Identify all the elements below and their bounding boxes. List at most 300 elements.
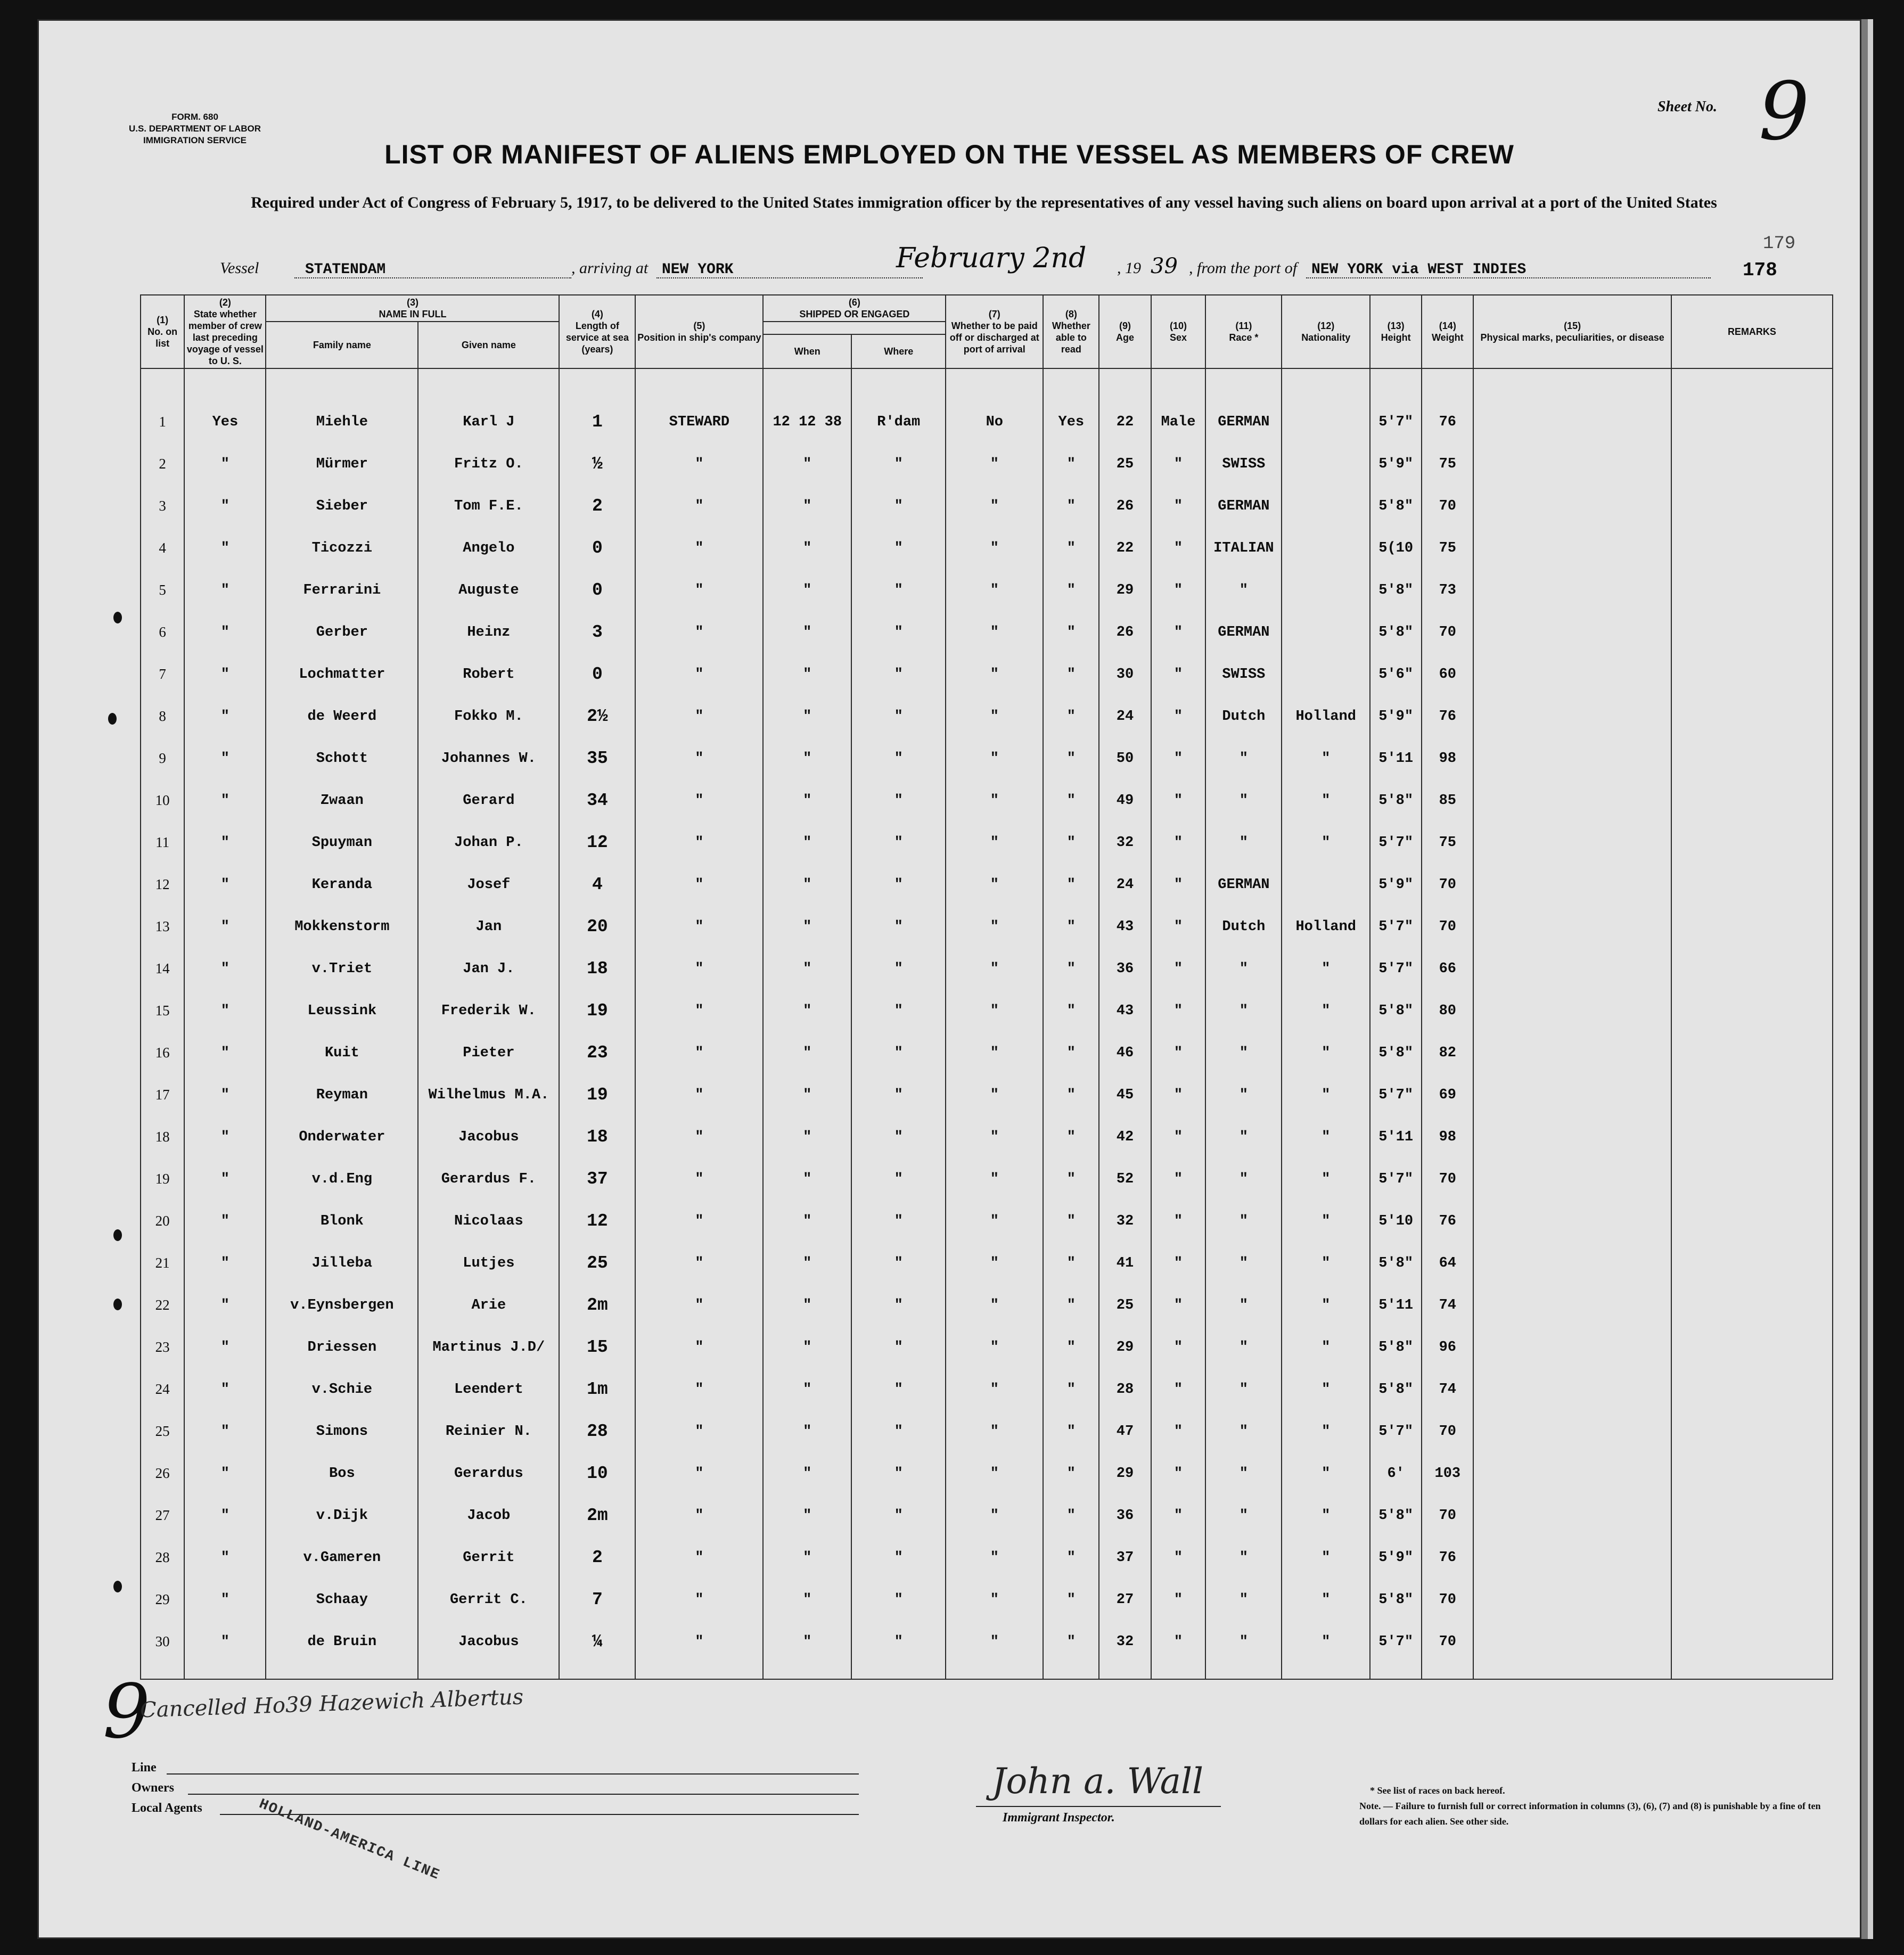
shipped-when: " xyxy=(763,1284,851,1326)
race-cell: " xyxy=(1205,1200,1282,1242)
length-of-service: 19 xyxy=(559,1074,635,1116)
member-cell: " xyxy=(184,1452,266,1494)
crew-row xyxy=(141,779,1833,822)
member-cell: " xyxy=(184,1494,266,1537)
shipped-where: " xyxy=(851,485,946,527)
able-to-read: " xyxy=(1043,906,1099,948)
col-read-header: (8) Whether able to read xyxy=(1043,295,1099,368)
paid-off-cell: " xyxy=(946,1368,1043,1410)
member-cell: " xyxy=(184,1368,266,1410)
family-name: v.Triet xyxy=(266,948,418,990)
member-cell: " xyxy=(184,822,266,864)
remarks-cell xyxy=(1671,1579,1833,1621)
col-member-header: (2) State whether member of crew last preceding voyage of vessel to U. S. xyxy=(184,295,266,368)
position-cell: " xyxy=(635,527,763,569)
shipped-where: " xyxy=(851,1158,946,1200)
age-cell: 36 xyxy=(1099,948,1151,990)
nationality-cell: " xyxy=(1282,1200,1370,1242)
remarks-cell xyxy=(1671,822,1833,864)
age-cell: 24 xyxy=(1099,695,1151,737)
physical-marks-cell xyxy=(1473,990,1671,1032)
col-race-header: (11) Race * xyxy=(1205,295,1282,368)
sex-cell: " xyxy=(1151,864,1206,906)
member-cell: " xyxy=(184,779,266,822)
race-cell: Dutch xyxy=(1205,906,1282,948)
paid-off-cell: " xyxy=(946,1579,1043,1621)
weight-cell: 76 xyxy=(1422,695,1473,737)
weight-cell: 70 xyxy=(1422,906,1473,948)
shipped-where: " xyxy=(851,1284,946,1326)
member-cell: " xyxy=(184,653,266,695)
given-name: Gerardus F. xyxy=(418,1158,559,1200)
position-cell: " xyxy=(635,1074,763,1116)
race-cell: SWISS xyxy=(1205,653,1282,695)
able-to-read: " xyxy=(1043,485,1099,527)
fine-note: Note. — Failure to furnish full or correct information in columns (3), (6), (7) and (8) is punishable by a fine of ten dollars for each alien. See other side. xyxy=(1359,1801,1821,1827)
crew-row xyxy=(141,1452,1833,1494)
punch-hole xyxy=(113,1581,122,1592)
age-cell: 22 xyxy=(1099,527,1151,569)
position-cell: " xyxy=(635,443,763,485)
row-number: 19 xyxy=(141,1158,184,1200)
nationality-cell: " xyxy=(1282,1621,1370,1663)
race-cell: GERMAN xyxy=(1205,611,1282,653)
able-to-read: " xyxy=(1043,1158,1099,1200)
height-cell: 5'7" xyxy=(1370,1158,1422,1200)
given-name: Jan xyxy=(418,906,559,948)
position-cell: " xyxy=(635,1284,763,1326)
paid-off-cell: " xyxy=(946,695,1043,737)
nationality-cell xyxy=(1282,864,1370,906)
nationality-cell xyxy=(1282,443,1370,485)
nationality-cell xyxy=(1282,401,1370,443)
remarks-cell xyxy=(1671,401,1833,443)
family-name: Bos xyxy=(266,1452,418,1494)
row-number: 9 xyxy=(141,737,184,779)
length-of-service: 3 xyxy=(559,611,635,653)
shipped-when: " xyxy=(763,443,851,485)
position-cell: " xyxy=(635,1452,763,1494)
crew-row xyxy=(141,1579,1833,1621)
length-of-service: 2 xyxy=(559,485,635,527)
member-cell: " xyxy=(184,1074,266,1116)
able-to-read: " xyxy=(1043,1284,1099,1326)
weight-cell: 103 xyxy=(1422,1452,1473,1494)
vessel-name: STATENDAM xyxy=(305,261,386,278)
row-number: 27 xyxy=(141,1494,184,1537)
age-cell: 45 xyxy=(1099,1074,1151,1116)
shipped-when: " xyxy=(763,1032,851,1074)
member-cell: " xyxy=(184,906,266,948)
paid-off-cell: " xyxy=(946,1494,1043,1537)
height-cell: 5'9" xyxy=(1370,864,1422,906)
physical-marks-cell xyxy=(1473,1032,1671,1074)
family-name: v.Dijk xyxy=(266,1494,418,1537)
able-to-read: " xyxy=(1043,695,1099,737)
height-cell: 5'8" xyxy=(1370,990,1422,1032)
family-name: Ferrarini xyxy=(266,569,418,611)
position-cell: " xyxy=(635,1537,763,1579)
physical-marks-cell xyxy=(1473,1074,1671,1116)
shipped-where: " xyxy=(851,1200,946,1242)
weight-cell: 74 xyxy=(1422,1284,1473,1326)
weight-cell: 70 xyxy=(1422,864,1473,906)
physical-marks-cell xyxy=(1473,1452,1671,1494)
sex-cell: " xyxy=(1151,948,1206,990)
paid-off-cell: " xyxy=(946,948,1043,990)
able-to-read: " xyxy=(1043,948,1099,990)
shipped-where: " xyxy=(851,695,946,737)
member-cell: " xyxy=(184,1158,266,1200)
height-cell: 5'7" xyxy=(1370,948,1422,990)
weight-cell: 76 xyxy=(1422,1200,1473,1242)
member-cell: " xyxy=(184,1116,266,1158)
family-name: Keranda xyxy=(266,864,418,906)
paid-off-cell: No xyxy=(946,401,1043,443)
punch-hole xyxy=(113,1229,122,1241)
arriving-underline xyxy=(656,277,923,278)
physical-marks-cell xyxy=(1473,1200,1671,1242)
nationality-cell: " xyxy=(1282,822,1370,864)
sex-cell: " xyxy=(1151,1452,1206,1494)
shipped-where: " xyxy=(851,443,946,485)
physical-marks-cell xyxy=(1473,527,1671,569)
sex-cell: " xyxy=(1151,1032,1206,1074)
sex-cell: " xyxy=(1151,1200,1206,1242)
able-to-read: " xyxy=(1043,611,1099,653)
age-cell: 41 xyxy=(1099,1242,1151,1284)
age-cell: 26 xyxy=(1099,611,1151,653)
family-name: v.d.Eng xyxy=(266,1158,418,1200)
nationality-cell: " xyxy=(1282,1579,1370,1621)
physical-marks-cell xyxy=(1473,1368,1671,1410)
weight-cell: 70 xyxy=(1422,611,1473,653)
weight-cell: 73 xyxy=(1422,569,1473,611)
able-to-read: " xyxy=(1043,1579,1099,1621)
list-number-prior: 179 xyxy=(1763,234,1796,254)
paid-off-cell: " xyxy=(946,864,1043,906)
weight-cell: 74 xyxy=(1422,1368,1473,1410)
weight-cell: 64 xyxy=(1422,1242,1473,1284)
given-name: Auguste xyxy=(418,569,559,611)
col-weight-header: (14) Weight xyxy=(1422,295,1473,368)
paid-off-cell: " xyxy=(946,1537,1043,1579)
race-cell: " xyxy=(1205,1116,1282,1158)
able-to-read: " xyxy=(1043,822,1099,864)
remarks-cell xyxy=(1671,906,1833,948)
length-of-service: 19 xyxy=(559,990,635,1032)
family-name: de Bruin xyxy=(266,1621,418,1663)
row-number: 11 xyxy=(141,822,184,864)
remarks-cell xyxy=(1671,737,1833,779)
length-of-service: 37 xyxy=(559,1158,635,1200)
crew-row xyxy=(141,653,1833,695)
nationality-cell: " xyxy=(1282,1242,1370,1284)
member-cell: " xyxy=(184,864,266,906)
race-cell: " xyxy=(1205,1074,1282,1116)
crew-row xyxy=(141,1410,1833,1452)
race-cell: " xyxy=(1205,1494,1282,1537)
col-shipped-header: (6) SHIPPED OR ENGAGED xyxy=(763,295,946,322)
shipped-when: " xyxy=(763,1116,851,1158)
crew-row xyxy=(141,611,1833,653)
shipped-where: R'dam xyxy=(851,401,946,443)
age-cell: 36 xyxy=(1099,1494,1151,1537)
age-cell: 42 xyxy=(1099,1116,1151,1158)
race-cell: Dutch xyxy=(1205,695,1282,737)
nationality-cell: " xyxy=(1282,990,1370,1032)
crew-row xyxy=(141,1494,1833,1537)
physical-marks-cell xyxy=(1473,1284,1671,1326)
crew-table xyxy=(140,294,1833,1680)
able-to-read: " xyxy=(1043,443,1099,485)
row-number: 25 xyxy=(141,1410,184,1452)
physical-marks-cell xyxy=(1473,737,1671,779)
race-cell: " xyxy=(1205,1032,1282,1074)
sex-cell: " xyxy=(1151,1579,1206,1621)
height-cell: 5'11 xyxy=(1370,1284,1422,1326)
row-number: 24 xyxy=(141,1368,184,1410)
physical-marks-cell xyxy=(1473,1326,1671,1368)
able-to-read: " xyxy=(1043,1200,1099,1242)
shipped-when: " xyxy=(763,779,851,822)
remarks-cell xyxy=(1671,779,1833,822)
paid-off-cell: " xyxy=(946,1200,1043,1242)
paid-off-cell: " xyxy=(946,1116,1043,1158)
punch-hole xyxy=(113,1299,122,1310)
age-cell: 22 xyxy=(1099,401,1151,443)
row-number: 2 xyxy=(141,443,184,485)
weight-cell: 80 xyxy=(1422,990,1473,1032)
family-name: Mürmer xyxy=(266,443,418,485)
length-of-service: ½ xyxy=(559,443,635,485)
col-height-header: (13) Height xyxy=(1370,295,1422,368)
given-name: Tom F.E. xyxy=(418,485,559,527)
shipped-where: " xyxy=(851,1452,946,1494)
family-name: de Weerd xyxy=(266,695,418,737)
weight-cell: 70 xyxy=(1422,485,1473,527)
sex-cell: " xyxy=(1151,737,1206,779)
able-to-read: " xyxy=(1043,1621,1099,1663)
physical-marks-cell xyxy=(1473,779,1671,822)
shipped-when: " xyxy=(763,1074,851,1116)
punch-hole xyxy=(108,713,117,725)
race-cell: " xyxy=(1205,948,1282,990)
physical-marks-cell xyxy=(1473,443,1671,485)
family-name: Sieber xyxy=(266,485,418,527)
cancelled-note: Cancelled Ho39 Hazewich Albertus xyxy=(139,1685,524,1723)
able-to-read: Yes xyxy=(1043,401,1099,443)
given-name: Fokko M. xyxy=(418,695,559,737)
position-cell: " xyxy=(635,1579,763,1621)
crew-row xyxy=(141,695,1833,737)
member-cell: " xyxy=(184,948,266,990)
footer-notes xyxy=(1359,1783,1839,1829)
row-number: 5 xyxy=(141,569,184,611)
remarks-cell xyxy=(1671,1074,1833,1116)
nationality-cell xyxy=(1282,485,1370,527)
race-cell: " xyxy=(1205,1410,1282,1452)
nationality-cell: " xyxy=(1282,1537,1370,1579)
shipped-where: " xyxy=(851,1579,946,1621)
paid-off-cell: " xyxy=(946,1284,1043,1326)
remarks-cell xyxy=(1671,1200,1833,1242)
able-to-read: " xyxy=(1043,1368,1099,1410)
crew-row xyxy=(141,1368,1833,1410)
row-number: 30 xyxy=(141,1621,184,1663)
col-family-header: Family name xyxy=(266,322,418,368)
able-to-read: " xyxy=(1043,527,1099,569)
paid-off-cell: " xyxy=(946,906,1043,948)
shipped-where: " xyxy=(851,1074,946,1116)
member-cell: " xyxy=(184,485,266,527)
length-of-service: 0 xyxy=(559,569,635,611)
race-cell: " xyxy=(1205,822,1282,864)
family-name: Ticozzi xyxy=(266,527,418,569)
crew-row xyxy=(141,1242,1833,1284)
crew-row xyxy=(141,401,1833,443)
remarks-cell xyxy=(1671,864,1833,906)
given-name: Gerard xyxy=(418,779,559,822)
height-cell: 5'7" xyxy=(1370,401,1422,443)
shipped-when: " xyxy=(763,569,851,611)
race-cell: " xyxy=(1205,1368,1282,1410)
row-number: 1 xyxy=(141,401,184,443)
length-of-service: 1 xyxy=(559,401,635,443)
nationality-cell: " xyxy=(1282,1452,1370,1494)
height-cell: 5'7" xyxy=(1370,1410,1422,1452)
from-port-label: , from the port of xyxy=(1189,259,1298,277)
physical-marks-cell xyxy=(1473,1579,1671,1621)
family-name: Simons xyxy=(266,1410,418,1452)
shipped-when: " xyxy=(763,695,851,737)
paid-off-cell: " xyxy=(946,569,1043,611)
nationality-cell: " xyxy=(1282,1368,1370,1410)
paid-off-cell: " xyxy=(946,527,1043,569)
position-cell: " xyxy=(635,1158,763,1200)
weight-cell: 85 xyxy=(1422,779,1473,822)
length-of-service: 7 xyxy=(559,1579,635,1621)
weight-cell: 70 xyxy=(1422,1621,1473,1663)
physical-marks-cell xyxy=(1473,864,1671,906)
family-name: Kuit xyxy=(266,1032,418,1074)
crew-row xyxy=(141,906,1833,948)
age-cell: 28 xyxy=(1099,1368,1151,1410)
family-name: Schott xyxy=(266,737,418,779)
crew-row xyxy=(141,1621,1833,1663)
member-cell: " xyxy=(184,695,266,737)
age-cell: 25 xyxy=(1099,1284,1151,1326)
position-cell: " xyxy=(635,737,763,779)
age-cell: 27 xyxy=(1099,1579,1151,1621)
race-cell: " xyxy=(1205,1452,1282,1494)
given-name: Arie xyxy=(418,1284,559,1326)
col-position-header: (5) Position in ship's company xyxy=(635,295,763,368)
able-to-read: " xyxy=(1043,1032,1099,1074)
remarks-cell xyxy=(1671,1158,1833,1200)
sex-cell: " xyxy=(1151,779,1206,822)
remarks-cell xyxy=(1671,443,1833,485)
nationality-cell: " xyxy=(1282,1284,1370,1326)
crew-row xyxy=(141,1284,1833,1326)
agents-underline xyxy=(220,1814,859,1815)
paid-off-cell: " xyxy=(946,1326,1043,1368)
paid-off-cell: " xyxy=(946,443,1043,485)
sex-cell: " xyxy=(1151,695,1206,737)
race-cell: " xyxy=(1205,779,1282,822)
physical-marks-cell xyxy=(1473,1242,1671,1284)
nationality-cell: " xyxy=(1282,1326,1370,1368)
height-cell: 5'8" xyxy=(1370,1494,1422,1537)
length-of-service: 10 xyxy=(559,1452,635,1494)
length-of-service: 18 xyxy=(559,1116,635,1158)
nationality-cell: " xyxy=(1282,1410,1370,1452)
position-cell: " xyxy=(635,1242,763,1284)
physical-marks-cell xyxy=(1473,695,1671,737)
family-name: Miehle xyxy=(266,401,418,443)
shipped-when: " xyxy=(763,864,851,906)
position-cell: " xyxy=(635,1326,763,1368)
race-cell: " xyxy=(1205,1326,1282,1368)
race-cell: " xyxy=(1205,737,1282,779)
paid-off-cell: " xyxy=(946,1621,1043,1663)
shipped-when: " xyxy=(763,527,851,569)
col-when-header: When xyxy=(763,334,851,368)
paid-off-cell: " xyxy=(946,611,1043,653)
row-number: 6 xyxy=(141,611,184,653)
member-cell: " xyxy=(184,1032,266,1074)
paid-off-cell: " xyxy=(946,653,1043,695)
height-cell: 5'7" xyxy=(1370,1074,1422,1116)
row-number: 7 xyxy=(141,653,184,695)
remarks-cell xyxy=(1671,1452,1833,1494)
sex-cell: " xyxy=(1151,1537,1206,1579)
line-underline xyxy=(167,1773,859,1775)
height-cell: 5'9" xyxy=(1370,695,1422,737)
shipped-when: " xyxy=(763,1242,851,1284)
paid-off-cell: " xyxy=(946,990,1043,1032)
age-cell: 32 xyxy=(1099,822,1151,864)
shipped-when: " xyxy=(763,1200,851,1242)
given-name: Gerardus xyxy=(418,1452,559,1494)
physical-marks-cell xyxy=(1473,948,1671,990)
member-cell: " xyxy=(184,443,266,485)
vessel-underline xyxy=(294,277,571,278)
length-of-service: 0 xyxy=(559,527,635,569)
member-cell: " xyxy=(184,1537,266,1579)
given-name: Reinier N. xyxy=(418,1410,559,1452)
remarks-cell xyxy=(1671,1242,1833,1284)
manifest-sheet xyxy=(37,19,1861,1939)
shipped-when: " xyxy=(763,1452,851,1494)
race-cell: " xyxy=(1205,990,1282,1032)
given-name: Gerrit C. xyxy=(418,1579,559,1621)
weight-cell: 60 xyxy=(1422,653,1473,695)
family-name: v.Schie xyxy=(266,1368,418,1410)
able-to-read: " xyxy=(1043,569,1099,611)
sex-cell: Male xyxy=(1151,401,1206,443)
height-cell: 5'8" xyxy=(1370,1242,1422,1284)
crew-row xyxy=(141,990,1833,1032)
height-cell: 5'6" xyxy=(1370,653,1422,695)
age-cell: 43 xyxy=(1099,990,1151,1032)
crew-row xyxy=(141,1326,1833,1368)
length-of-service: 2m xyxy=(559,1494,635,1537)
length-of-service: ¼ xyxy=(559,1621,635,1663)
margin-number: 9 xyxy=(103,1669,151,1755)
inspector-signature: John a. Wall xyxy=(992,1761,1204,1802)
length-of-service: 1m xyxy=(559,1368,635,1410)
